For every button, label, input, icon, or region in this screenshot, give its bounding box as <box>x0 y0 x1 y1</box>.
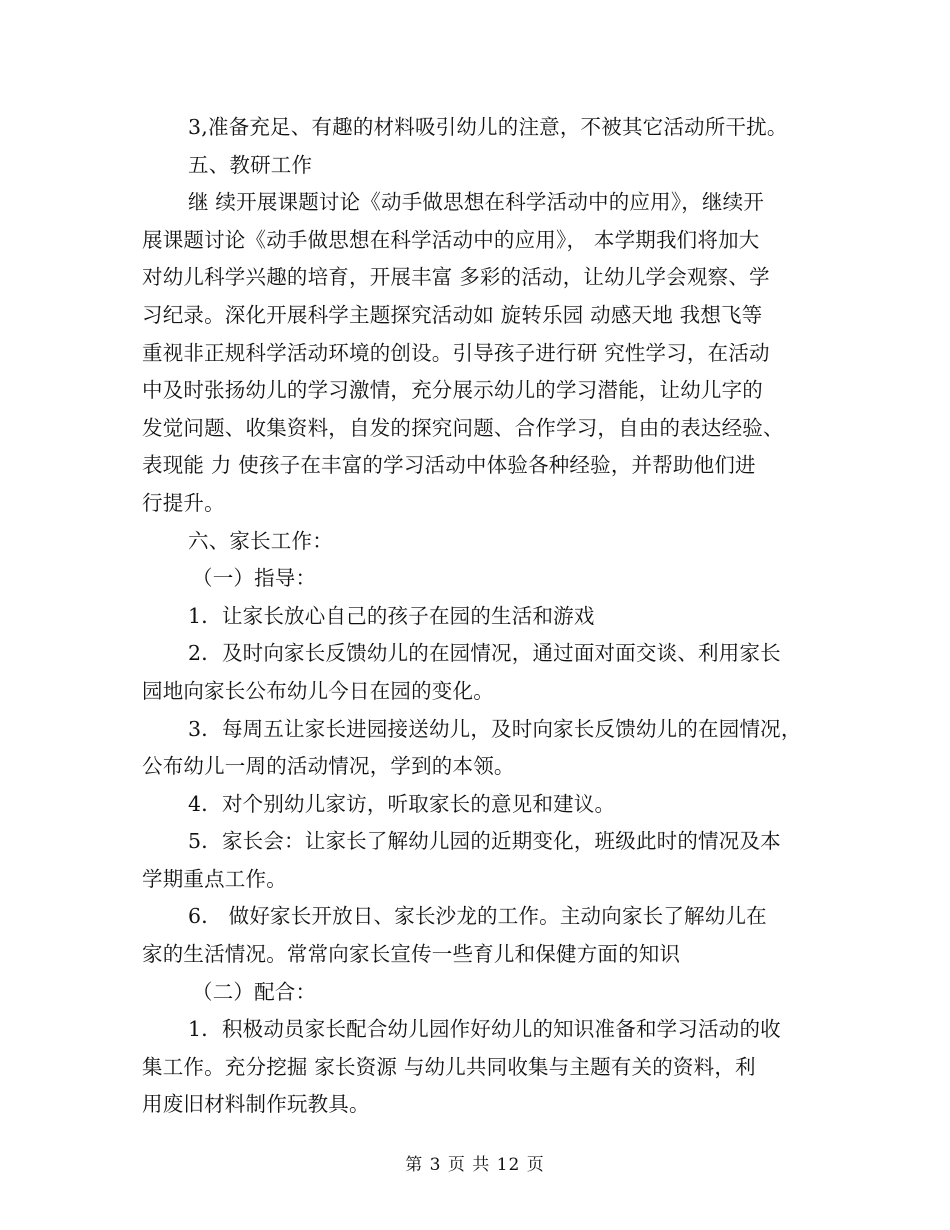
paragraph-line: 行提升。 <box>142 490 225 515</box>
list-item: 4．对个别幼儿家访，听取家长的意见和建议。 <box>188 791 616 816</box>
paragraph-line: 用废旧材料制作玩教具。 <box>142 1092 370 1117</box>
paragraph-line: 发觉问题、收集资料，自发的探究问题、合作学习，自由的表达经验、 <box>142 415 784 440</box>
paragraph-line: 3,准备充足、有趣的材料吸引幼儿的注意，不被其它活动所干扰。 <box>188 115 788 139</box>
paragraph-line: 集工作。充分挖掘 家长资源 与幼儿共同收集与主题有关的资料，利 <box>142 1054 756 1079</box>
list-item: 3．每周五让家长进园接送幼儿，及时向家长反馈幼儿的在园情况， <box>188 716 802 741</box>
paragraph-line: 学期重点工作。 <box>142 866 287 891</box>
page-number-footer: 第 3 页 共 12 页 <box>405 1155 545 1175</box>
list-item: 2．及时向家长反馈幼儿的在园情况，通过面对面交谈、利用家长 <box>188 641 781 666</box>
list-item: 5．家长会：让家长了解幼儿园的近期变化，班级此时的情况及本 <box>188 829 781 854</box>
list-item: 1．让家长放心自己的孩子在园的生活和游戏 <box>188 603 595 628</box>
paragraph-line: 园地向家长公布幼儿今日在园的变化。 <box>142 678 494 703</box>
paragraph-line: 表现能 力 使孩子在丰富的学习活动中体验各种经验，并帮助他们进 <box>142 453 756 478</box>
paragraph-line: 公布幼儿一周的活动情况，学到的本领。 <box>142 754 515 779</box>
subsection-heading-cooperation: （二）配合： <box>192 979 317 1004</box>
paragraph-line: 对幼儿科学兴趣的培育，开展丰富 多彩的活动，让幼儿学会观察、学 <box>142 265 770 290</box>
list-item: 1．积极动员家长配合幼儿园作好幼儿的知识准备和学习活动的收 <box>188 1017 781 1042</box>
paragraph-line: 习纪录。深化开展科学主题探究活动如 旋转乐园 动感天地 我想飞等 <box>142 302 763 327</box>
paragraph-line: 中及时张扬幼儿的学习激情，充分展示幼儿的学习潜能，让幼儿字的 <box>142 378 763 403</box>
section-heading-parents: 六、家长工作： <box>188 528 333 553</box>
paragraph-line: 家的生活情况。常常向家长宣传一些育儿和保健方面的知识 <box>142 942 681 967</box>
list-item: 6． 做好家长开放日、家长沙龙的工作。主动向家长了解幼儿在 <box>188 904 767 929</box>
paragraph-line: 继 续开展课题讨论《动手做思想在科学活动中的应用》，继续开 <box>188 190 765 215</box>
paragraph-line: 展课题讨论《动手做思想在科学活动中的应用》， 本学期我们将加大 <box>142 227 760 252</box>
paragraph-line: 重视非正规科学活动环境的创设。引导孩子进行研 究性学习，在活动 <box>142 340 770 365</box>
subsection-heading-guidance: （一）指导： <box>192 566 317 591</box>
document-body <box>142 112 822 1127</box>
section-heading-research: 五、教研工作 <box>188 152 313 177</box>
